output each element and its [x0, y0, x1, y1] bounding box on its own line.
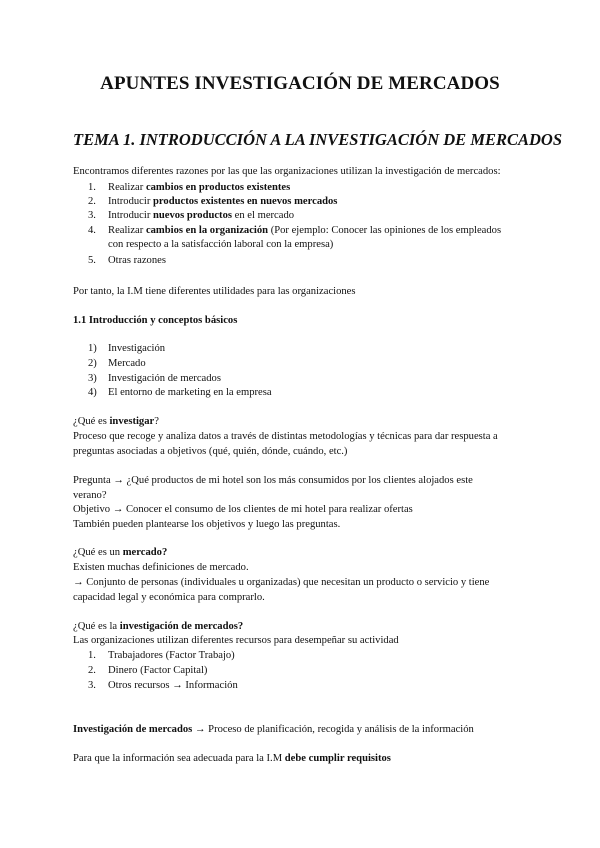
objetivo-line: Objetivo → Conocer el consumo de los clientes de mi hotel para realizar ofertas	[73, 504, 413, 515]
answer-line: Proceso que recoge y analiza datos a través de distintas metodologías y técnicas para dar respuesta a	[73, 431, 498, 442]
list-number: 4.	[88, 225, 96, 236]
requirements-line: Para que la información sea adecuada para la I.M debe cumplir requisitos	[73, 753, 391, 764]
list-number: 3.	[88, 680, 96, 691]
list-number: 2.	[88, 665, 96, 676]
list-item: 3) Investigación de mercados	[88, 373, 221, 384]
definition-line: Investigación de mercados → Proceso de planificación, recogida y análisis de la información	[73, 724, 474, 735]
list-item: 5. Otras razones	[88, 255, 166, 266]
pregunta-line: Pregunta → ¿Qué productos de mi hotel son los más consumidos por los clientes alojados este	[73, 475, 473, 486]
question-investigar: ¿Qué es investigar?	[73, 416, 159, 427]
list-item: 3. Otros recursos → Información	[88, 680, 238, 691]
answer-line: preguntas asociadas a objetivos (qué, quién, dónde, cuándo, etc.)	[73, 446, 348, 457]
list-item: 1. Realizar cambios en productos existentes	[88, 182, 291, 193]
list-number: 2)	[88, 358, 97, 369]
mercado-line: → Conjunto de personas (individuales u organizadas) que necesitan un producto o servicio y tiene	[73, 577, 490, 588]
chapter-heading: TEMA 1. INTRODUCCIÓN A LA INVESTIGACIÓN DE MERCADOS	[73, 130, 563, 149]
list-number: 5.	[88, 255, 96, 266]
list-item: 2) Mercado	[88, 358, 146, 369]
list-number: 3.	[88, 210, 96, 221]
list-item: 4) El entorno de marketing en la empresa	[88, 387, 272, 398]
mercado-line: capacidad legal y económica para comprarlo.	[73, 592, 265, 603]
list-item: 1. Trabajadores (Factor Trabajo)	[88, 650, 235, 661]
list-item: 1) Investigación	[88, 343, 166, 354]
tambien-line: También pueden plantearse los objetivos y luego las preguntas.	[73, 519, 341, 530]
list-number: 1.	[88, 182, 96, 193]
list-item: 3. Introducir nuevos productos en el mercado	[88, 210, 295, 221]
list-number: 1)	[88, 343, 97, 354]
list-number: 1.	[88, 650, 96, 661]
intro-paragraph: Encontramos diferentes razones por las que las organizaciones utilizan la investigación de mercados:	[73, 166, 501, 177]
list-number: 3)	[88, 373, 97, 384]
document-title: APUNTES INVESTIGACIÓN DE MERCADOS	[100, 73, 500, 94]
list-number: 2.	[88, 196, 96, 207]
question-mercado: ¿Qué es un mercado?	[73, 547, 168, 558]
list-item: 2. Dinero (Factor Capital)	[88, 665, 208, 676]
section-heading-1-1: 1.1 Introducción y conceptos básicos	[73, 315, 238, 326]
list-item: 2. Introducir productos existentes en nuevos mercados	[88, 196, 338, 207]
list-item-continuation: con respecto a la satisfacción laboral con la empresa)	[108, 239, 334, 250]
pregunta-line: verano?	[73, 490, 107, 501]
mercado-line: Existen muchas definiciones de mercado.	[73, 562, 249, 573]
question-investigacion-mercados: ¿Qué es la investigación de mercados?	[73, 621, 244, 632]
list-number: 4)	[88, 387, 97, 398]
list-item: 4. Realizar cambios en la organización (Por ejemplo: Conocer las opiniones de los empleados	[88, 225, 502, 236]
paragraph-por-tanto: Por tanto, la I.M tiene diferentes utilidades para las organizaciones	[73, 286, 356, 297]
resources-intro: Las organizaciones utilizan diferentes recursos para desempeñar su actividad	[73, 635, 399, 646]
